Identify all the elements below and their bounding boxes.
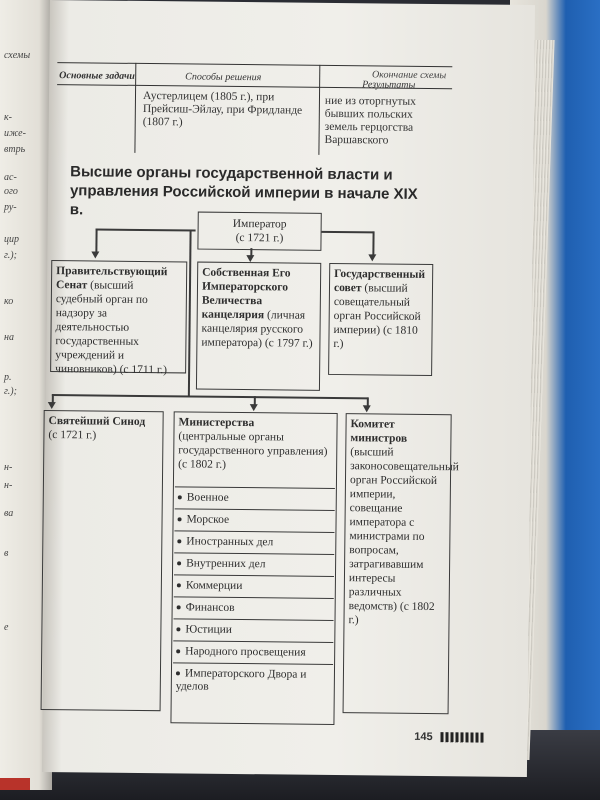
arrow-down-icon — [368, 254, 376, 261]
arrow-down-icon — [363, 405, 371, 412]
bullet-icon — [177, 562, 181, 566]
ministry-item: Юстиции — [173, 618, 333, 642]
senate-text: (высший судебный орган по надзору за деятельностью государственных учреждений и чиновников) (с 1711 г.) — [55, 279, 168, 377]
left-page-fragment: иже- — [4, 128, 26, 139]
bullet-icon — [177, 584, 181, 588]
committee-box — [343, 413, 459, 714]
bullet-icon — [177, 540, 181, 544]
table-cell-results: ние из оторгнутых бывших польских земель герцогства Варшавского — [324, 94, 416, 147]
left-page-fragment: в — [4, 548, 9, 559]
left-page-fragment: ас- — [4, 172, 17, 183]
ministry-item: Военное — [175, 486, 335, 510]
arrow-down-icon — [246, 255, 254, 262]
ministry-item: Морское — [174, 508, 334, 532]
ministries-title: Министерства — [178, 416, 255, 430]
chancellery-box — [196, 262, 321, 391]
left-page-fragment: е — [4, 622, 9, 633]
emperor-title: Император — [232, 217, 287, 231]
synod-box — [41, 410, 164, 711]
page — [42, 0, 535, 777]
section-title: Высшие органы государственной власти и управления Российской империи в начале XIX в. — [69, 163, 418, 219]
ministries-list — [173, 486, 335, 699]
table-header-methods: Способы решения — [185, 71, 262, 84]
connector-line — [188, 229, 191, 395]
state-council-text: (высший совещательный орган Российской империи) (с 1810 г.) — [333, 282, 421, 351]
bullet-icon — [178, 496, 182, 500]
chancellery-title: Собственная Его Императорского Величества канцелярия — [201, 266, 291, 322]
left-page-bookmark — [0, 778, 30, 790]
bullet-icon — [176, 628, 180, 632]
left-page-fragment: ру- — [4, 202, 17, 213]
table-header-results: Результаты — [362, 79, 416, 91]
chancellery-text: (личная канцелярия русского императора) (с 1797 г.) — [201, 309, 313, 350]
left-page-fragment: г.); — [4, 250, 17, 261]
emperor-date: (с 1721 г.) — [235, 231, 284, 245]
left-page-fragment: ва — [4, 508, 14, 519]
arrow-down-icon — [48, 402, 56, 409]
table-cell-methods: Аустерлицем (1805 г.), при Прейсиш-Эйлау, при Фридланде (1807 г.) — [142, 89, 303, 129]
ministries-text: (центральные органы государственного управления) (с 1802 г.) — [178, 430, 328, 471]
committee-title: Комитет министров — [350, 418, 408, 445]
left-page-fragment: схемы — [4, 50, 31, 61]
arrow-down-icon — [250, 404, 258, 411]
synod-text: (с 1721 г.) — [48, 429, 97, 442]
bullet-icon — [177, 606, 181, 610]
ministry-item: Иностранных дел — [174, 530, 334, 554]
connector-line — [96, 228, 196, 231]
left-page-fragment: г.); — [4, 386, 17, 397]
synod-title: Святейший Синод — [48, 415, 146, 429]
committee-text: (высший законосовещательный орган Российской империи, совещание императора с министрами по вопросам, затрагивавшим интересы различных ведомств) (с 1802 г.) — [348, 446, 459, 627]
left-page-fragment: цир — [4, 234, 19, 245]
table-line — [318, 65, 320, 155]
page-number-bar — [440, 732, 485, 742]
bullet-icon — [176, 650, 180, 654]
ministry-item: Императорского Двора и уделов — [173, 662, 333, 699]
senate-box — [50, 260, 187, 377]
left-page-fragment: ко — [4, 296, 14, 307]
emperor-box — [197, 212, 321, 251]
left-page-fragment: н- — [4, 480, 13, 491]
bullet-icon — [176, 672, 180, 676]
ministry-item: Коммерции — [174, 574, 334, 598]
state-council-title: Государственный совет — [333, 267, 426, 295]
ministry-item: Финансов — [174, 596, 334, 620]
left-page-fragment: н- — [4, 462, 13, 473]
left-page-fragment: р. — [4, 372, 12, 383]
left-page-fragment: к- — [4, 112, 13, 123]
ministry-item: Народного просвещения — [173, 640, 333, 664]
table-line — [57, 62, 452, 67]
left-page-fragment: ого — [4, 186, 18, 197]
state-council-box — [328, 263, 433, 376]
table-caption: Окончание схемы — [371, 69, 447, 82]
table-header-tasks: Основные задачи — [59, 70, 135, 82]
left-page-fragment: втрь — [4, 144, 26, 155]
senate-title: Правительствующий Сенат — [55, 265, 168, 292]
bullet-icon — [178, 518, 182, 522]
connector-line — [52, 394, 368, 399]
ministry-item: Внутренних дел — [174, 552, 334, 576]
arrow-down-icon — [91, 251, 99, 258]
page-number: 145 — [414, 730, 433, 744]
connector-line — [322, 231, 374, 233]
left-page-fragment: на — [4, 332, 14, 343]
